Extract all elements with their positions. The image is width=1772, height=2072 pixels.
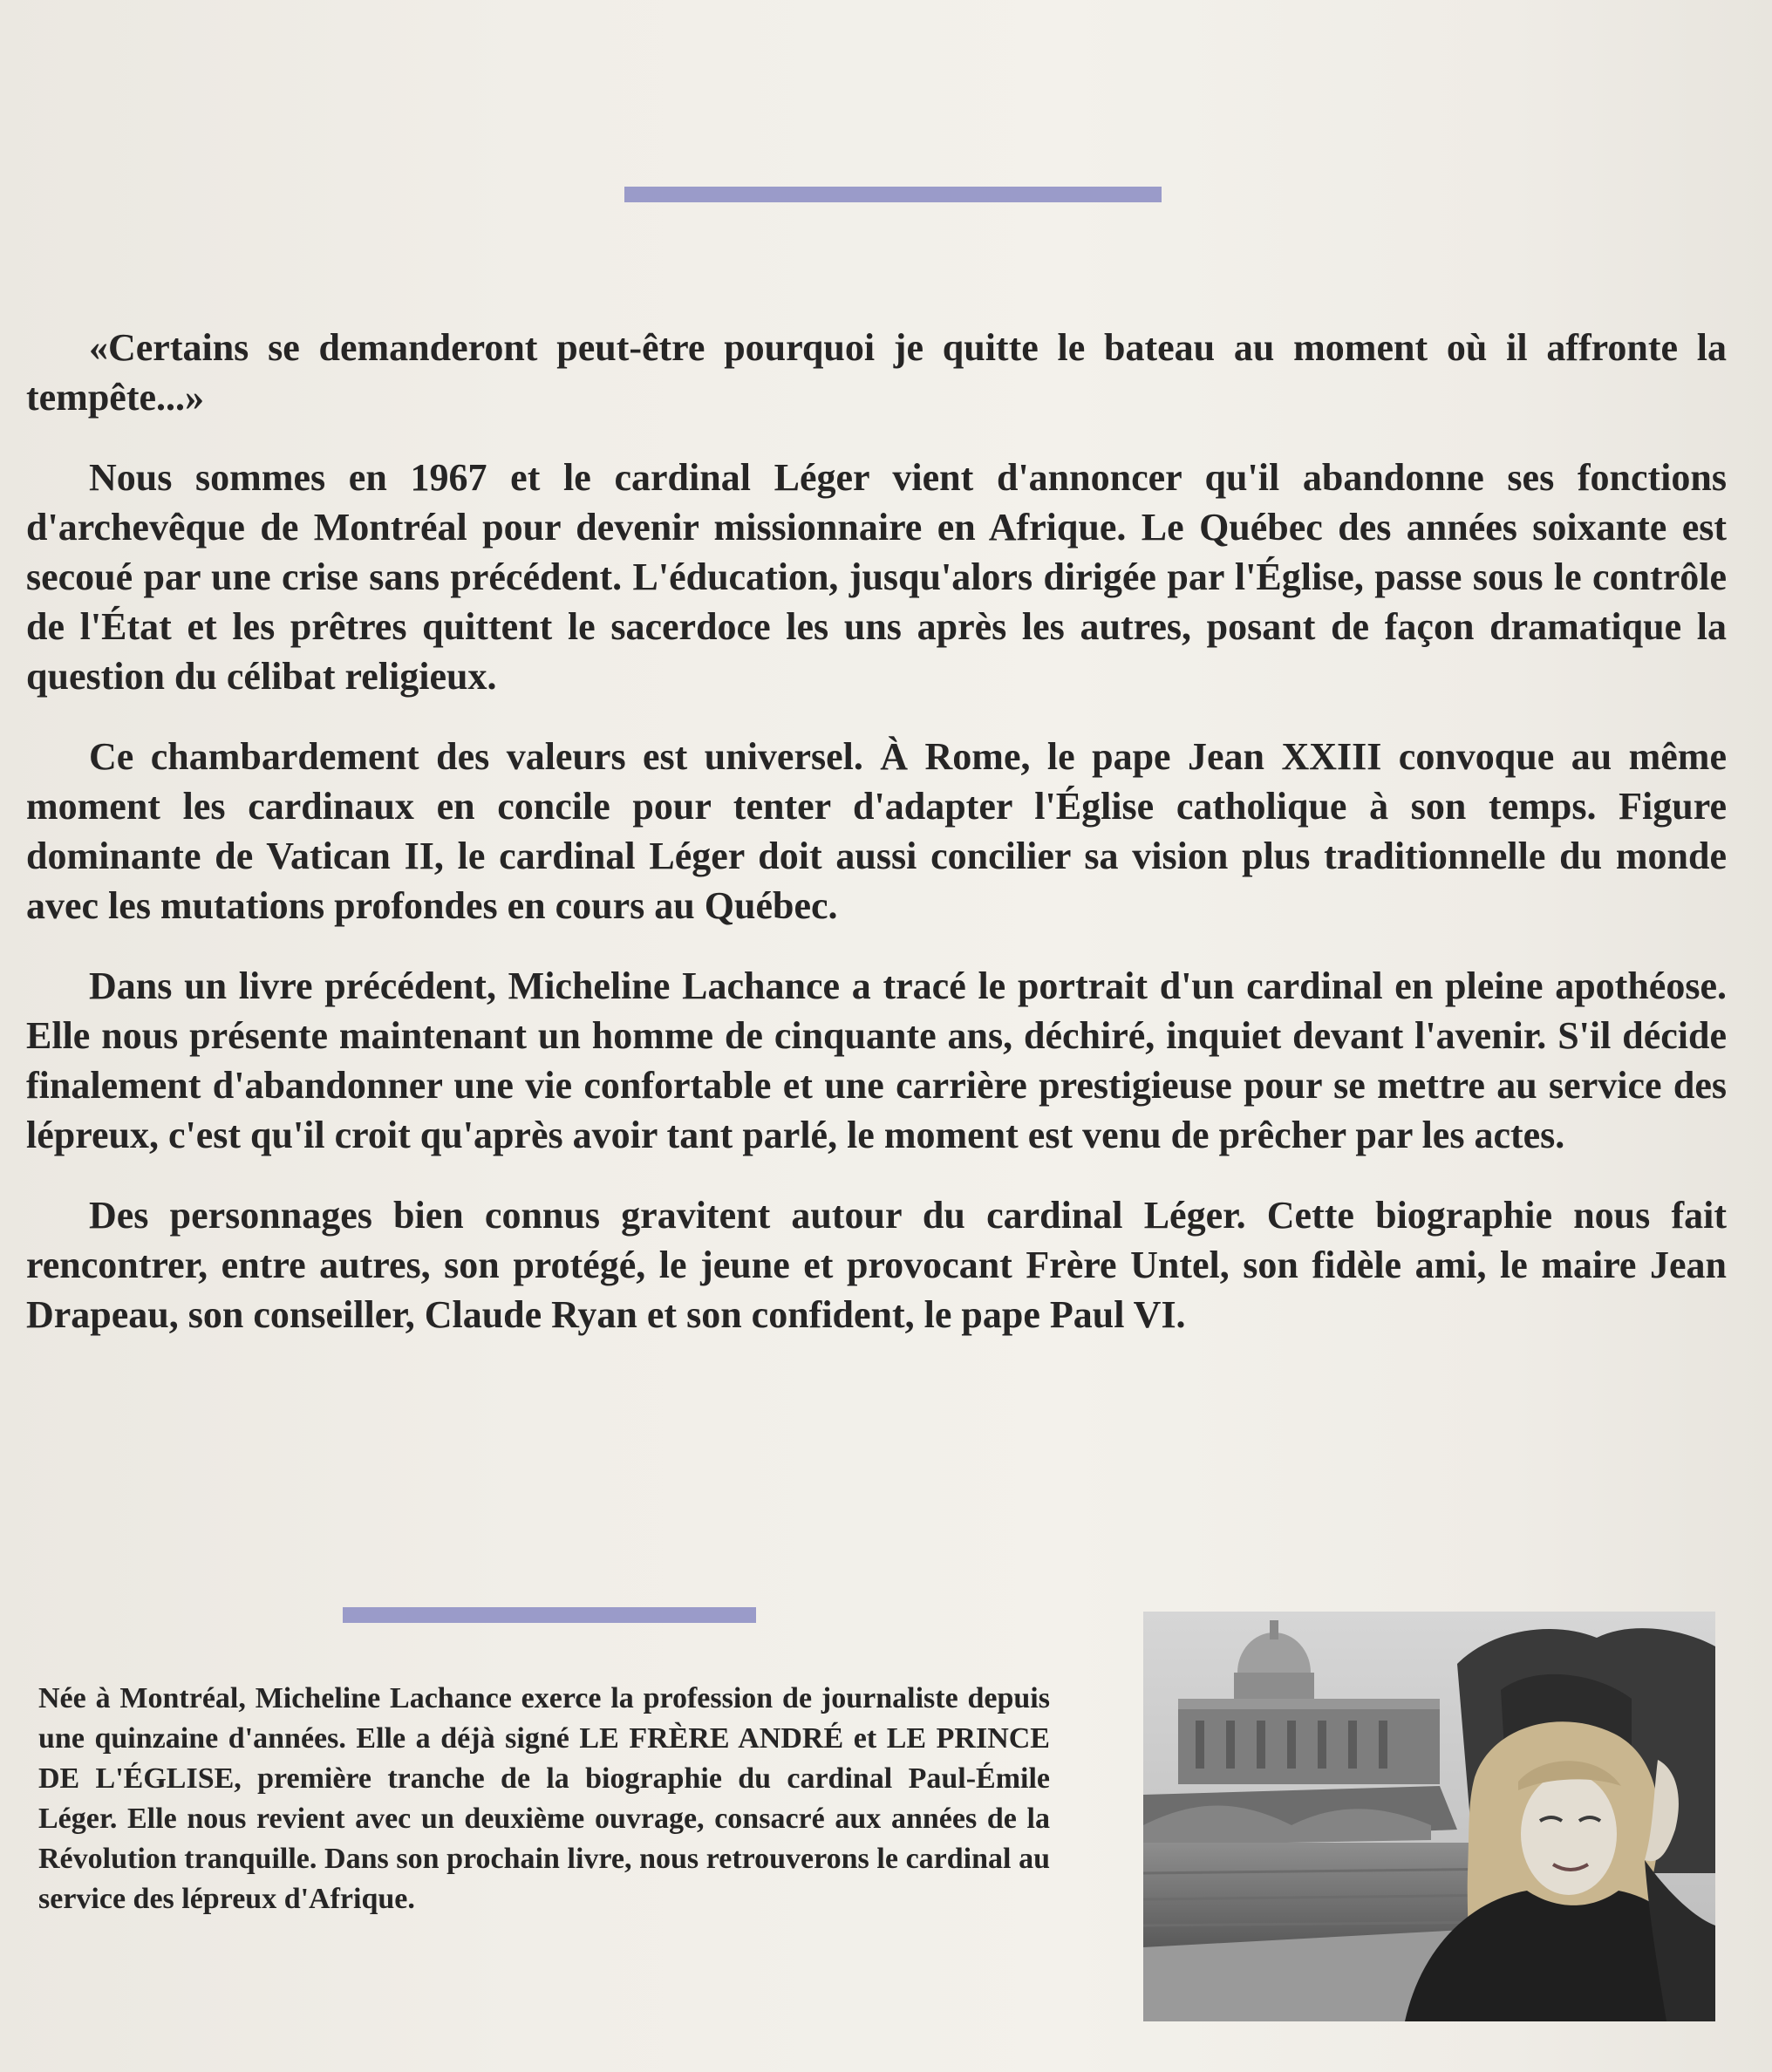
bio-divider-rule <box>343 1607 756 1623</box>
author-photo <box>1143 1612 1715 2021</box>
vatican-paragraph: Ce chambardement des valeurs est universel. À Rome, le pape Jean XXIII convoque au même moment les cardinaux en concile pour tenter d'adapter l'Église catholique à son temps. Figure dominante de Vatican II, le cardinal Léger doit aussi concilier sa vision plus traditionnelle du monde avec les mutations profondes en cours au Québec. <box>26 735 1727 927</box>
author-photo-image <box>1143 1612 1715 2021</box>
quote-paragraph: «Certains se demanderont peut-être pourquoi je quitte le bateau au moment où il affronte la tempête...» <box>26 326 1727 419</box>
author-bio <box>38 1679 1050 1919</box>
characters-paragraph: Des personnages bien connus gravitent autour du cardinal Léger. Cette biographie nous fait rencontrer, entre autres, son protégé, le jeune et provocant Frère Untel, son fidèle ami, le maire Jean Drapeau, son conseiller, Claude Ryan et son confident, le pape Paul VI. <box>26 1194 1727 1336</box>
main-text-block <box>26 323 1727 1370</box>
context-paragraph: Nous sommes en 1967 et le cardinal Léger vient d'annoncer qu'il abandonne ses fonctions d'archevêque de Montréal pour devenir missionnaire en Afrique. Le Québec des années soixante est secoué par une crise sans précédent. L'éducation, jusqu'alors dirigée par l'Église, passe sous le contrôle de l'État et les prêtres quittent le sacerdoce les uns après les autres, posant de façon dramatique la question du célibat religieux. <box>26 456 1727 698</box>
book-paragraph: Dans un livre précédent, Micheline Lachance a tracé le portrait d'un cardinal en pleine apothéose. Elle nous présente maintenant un homme de cinquante ans, déchiré, inquiet devant l'avenir. S'il décide finalement d'abandonner une vie confortable et une carrière prestigieuse pour se mettre au service des lépreux, c'est qu'il croit qu'après avoir tant parlé, le moment est venu de prêcher par les actes. <box>26 964 1727 1156</box>
author-bio-text: Née à Montréal, Micheline Lachance exerce la profession de journaliste depuis une quinzaine d'années. Elle a déjà signé LE FRÈRE ANDRÉ et LE PRINCE DE L'ÉGLISE, première tranche de la biographie du cardinal Paul-Émile Léger. Elle nous revient avec un deuxième ouvrage, consacré aux années de la Révolution tranquille. Dans son prochain livre, nous retrouverons le cardinal au service des lépreux d'Afrique. <box>38 1682 1050 1915</box>
top-divider-rule <box>624 187 1162 202</box>
